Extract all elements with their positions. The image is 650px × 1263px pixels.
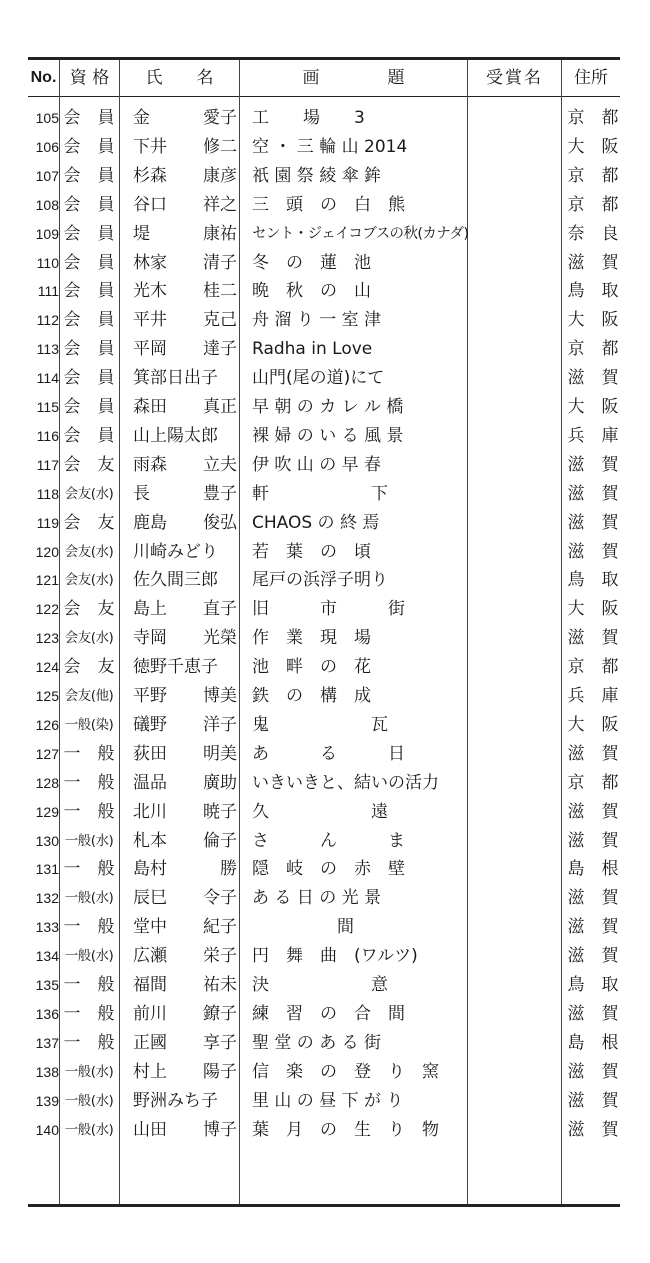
table-row — [0, 480, 650, 509]
table-row — [0, 538, 650, 567]
address: 滋 賀 — [567, 483, 619, 504]
surname: 島村 — [133, 859, 167, 880]
address: 滋 賀 — [567, 1003, 619, 1024]
address: 滋 賀 — [567, 830, 619, 851]
address: 京 都 — [567, 165, 619, 186]
surname: 光木 — [133, 281, 167, 302]
address: 滋 賀 — [567, 512, 619, 533]
surname: 福間 — [133, 975, 167, 995]
surname: 山上陽太郎 — [133, 425, 218, 446]
qualification: 会 友 — [63, 454, 115, 475]
artwork-title: あ る 日 の 光 景 — [252, 888, 382, 909]
table-top-rule — [28, 57, 620, 60]
given-name: 康彦 — [203, 165, 237, 186]
qualification: 一 般 — [63, 743, 115, 764]
table-row — [0, 277, 650, 306]
address: 島 根 — [567, 859, 619, 880]
entry-number: 107 — [35, 167, 59, 184]
entry-number: 106 — [35, 138, 59, 155]
given-name: 陽子 — [203, 1061, 237, 1082]
surname: 杉森 — [133, 165, 167, 186]
given-name: 直子 — [203, 599, 237, 620]
surname: 前川 — [133, 1003, 167, 1024]
surname: 島上 — [133, 599, 167, 620]
entry-number: 130 — [35, 832, 59, 849]
given-name: 洋子 — [203, 714, 237, 735]
surname: 札本 — [133, 830, 167, 851]
address: 滋 賀 — [567, 368, 619, 389]
surname: 村上 — [133, 1061, 167, 1082]
entry-number: 114 — [36, 370, 59, 387]
qualification: 一 般 — [63, 975, 115, 995]
qualification: 一 般 — [63, 801, 115, 822]
table-row — [0, 769, 650, 798]
entry-number: 110 — [36, 254, 59, 271]
entry-number: 113 — [36, 341, 59, 358]
artwork-title: 間 — [252, 917, 354, 938]
header-title: 画 題 — [302, 68, 405, 88]
address: 滋 賀 — [567, 252, 619, 273]
header-name: 氏 名 — [145, 68, 214, 88]
table-row — [0, 595, 650, 624]
table-row — [0, 422, 650, 451]
address: 滋 賀 — [567, 801, 619, 822]
artwork-title: 旧 市 街 — [252, 599, 405, 620]
surname: 平岡 — [133, 339, 167, 360]
header-bottom-rule — [28, 96, 620, 97]
entry-number: 138 — [35, 1063, 59, 1080]
artwork-title: 裸 婦 の い る 風 景 — [252, 425, 404, 446]
artwork-title: 作 業 現 場 — [252, 628, 371, 649]
surname: 北川 — [133, 801, 167, 822]
entry-number: 128 — [35, 774, 59, 791]
qualification: 会 友 — [63, 599, 115, 620]
table-row — [0, 133, 650, 162]
artwork-title: 鬼 瓦 — [252, 714, 388, 735]
table-row — [0, 682, 650, 711]
entry-number: 119 — [36, 514, 59, 531]
given-name: 祐未 — [203, 975, 237, 995]
address: 京 都 — [567, 772, 619, 793]
table-row — [0, 393, 650, 422]
entry-number: 133 — [35, 919, 59, 936]
address: 大 阪 — [567, 714, 619, 735]
artwork-title: 円 舞 曲 (ワルツ) — [252, 946, 418, 967]
artwork-title: 聖 堂 の あ る 街 — [252, 1032, 382, 1053]
artwork-title: あ る 日 — [252, 743, 405, 764]
qualification: 会 員 — [63, 310, 115, 331]
qualification: 一般(水) — [64, 948, 114, 965]
address: 奈 良 — [567, 223, 619, 244]
table-row — [0, 1000, 650, 1029]
artwork-title: 決 意 — [252, 975, 388, 995]
entry-number: 116 — [36, 427, 59, 444]
given-name: 廣助 — [203, 772, 237, 793]
surname: 堤 — [133, 223, 150, 244]
given-name: 達子 — [203, 339, 237, 360]
address: 大 阪 — [567, 397, 619, 417]
table-row — [0, 913, 650, 942]
entry-number: 120 — [35, 543, 59, 560]
artwork-title: 祇 園 祭 綾 傘 鉾 — [252, 165, 382, 186]
qualification: 会 員 — [63, 368, 115, 389]
given-name: 克己 — [203, 310, 237, 331]
table-row — [0, 971, 650, 1000]
address: 大 阪 — [567, 136, 619, 157]
table-row — [0, 798, 650, 827]
qualification: 一般(水) — [64, 1063, 114, 1080]
entry-number: 139 — [35, 1092, 59, 1109]
table-row — [0, 451, 650, 480]
given-name: 鐐子 — [203, 1003, 237, 1024]
artwork-title: 尾戸の浜浮子明り — [252, 570, 388, 591]
table-row — [0, 855, 650, 884]
qualification: 一般(染) — [64, 716, 114, 733]
surname: 辰巳 — [133, 888, 167, 909]
entry-number: 129 — [35, 803, 59, 820]
qualification: 一般(水) — [64, 890, 114, 907]
artwork-title: 冬 の 蓮 池 — [252, 252, 371, 273]
address: 兵 庫 — [567, 425, 619, 446]
artwork-title: CHAOS の 終 焉 — [252, 512, 380, 533]
given-name: 真正 — [203, 397, 237, 417]
table-row — [0, 653, 650, 682]
entry-number: 140 — [35, 1121, 59, 1138]
table-row — [0, 162, 650, 191]
table-row — [0, 1087, 650, 1116]
table-row — [0, 220, 650, 249]
given-name: 暁子 — [203, 801, 237, 822]
qualification: 一 般 — [63, 1032, 115, 1053]
qualification: 一 般 — [63, 1003, 115, 1024]
qualification: 会 員 — [63, 281, 115, 302]
header-no: No. — [30, 69, 57, 86]
artwork-title: Radha in Love — [252, 339, 373, 360]
entry-number: 136 — [35, 1005, 59, 1022]
given-name: 倫子 — [203, 830, 237, 851]
address: 滋 賀 — [567, 888, 619, 909]
table-row — [0, 827, 650, 856]
qualification: 会 員 — [63, 165, 115, 186]
table-row — [0, 1058, 650, 1087]
entry-number: 118 — [36, 485, 59, 502]
artwork-title: 久 遠 — [252, 801, 388, 822]
given-name: 栄子 — [203, 946, 237, 967]
table-row — [0, 740, 650, 769]
qualification: 会友(他) — [64, 688, 114, 704]
artwork-title: 山門(尾の道)にて — [252, 368, 385, 389]
artwork-title: 伊 吹 山 の 早 春 — [252, 454, 382, 475]
table-row — [0, 191, 650, 220]
entry-number: 112 — [36, 312, 59, 329]
artwork-title: 鉄 の 構 成 — [252, 686, 371, 706]
entry-number: 121 — [35, 572, 59, 589]
artwork-title: 練 習 の 合 間 — [252, 1003, 405, 1024]
address: 大 阪 — [567, 599, 619, 620]
surname: 佐久間三郎 — [133, 570, 218, 591]
surname: 正國 — [133, 1032, 167, 1053]
given-name: 博子 — [203, 1119, 237, 1140]
address: 鳥 取 — [567, 570, 619, 591]
artwork-title: 工 場 3 — [252, 108, 365, 128]
entry-number: 117 — [36, 456, 59, 473]
given-name: 康祐 — [203, 223, 237, 244]
entry-number: 134 — [35, 948, 59, 965]
table-row — [0, 1029, 650, 1058]
address: 滋 賀 — [567, 1090, 619, 1111]
entry-number: 109 — [35, 225, 59, 242]
header-address: 住所 — [574, 68, 608, 88]
entry-number: 105 — [35, 110, 59, 126]
surname: 野洲みち子 — [133, 1090, 218, 1111]
entry-number: 122 — [35, 601, 59, 618]
qualification: 会 友 — [63, 512, 115, 533]
qualification: 会友(水) — [64, 572, 114, 589]
entry-number: 125 — [35, 688, 59, 704]
address: 鳥 取 — [567, 281, 619, 302]
table-row — [0, 942, 650, 971]
entry-number: 135 — [35, 977, 59, 993]
qualification: 会友(水) — [64, 543, 114, 560]
header-qualification: 資 格 — [69, 68, 110, 88]
qualification: 一般(水) — [64, 1121, 114, 1138]
qualification: 会 員 — [63, 425, 115, 446]
qualification: 会 員 — [63, 194, 115, 215]
given-name: 清子 — [203, 252, 237, 273]
qualification: 一 般 — [63, 772, 115, 793]
surname: 川崎みどり — [133, 541, 218, 562]
table-row — [0, 364, 650, 393]
qualification: 会友(水) — [64, 485, 114, 502]
given-name: 修二 — [203, 136, 237, 157]
artwork-title: 三 頭 の 白 熊 — [252, 194, 405, 215]
surname: 山田 — [133, 1119, 167, 1140]
address: 鳥 取 — [567, 975, 619, 995]
entry-number: 131 — [35, 861, 59, 878]
artwork-title: 空 ・ 三 輪 山 2014 — [252, 136, 408, 157]
surname: 雨森 — [133, 454, 167, 475]
table-row — [0, 509, 650, 538]
address: 滋 賀 — [567, 1061, 619, 1082]
qualification: 一 般 — [63, 859, 115, 880]
surname: 金 — [133, 108, 150, 128]
surname: 徳野千恵子 — [133, 657, 218, 678]
artwork-title: 隠 岐 の 赤 壁 — [252, 859, 405, 880]
surname: 寺岡 — [133, 628, 167, 649]
address: 京 都 — [567, 194, 619, 215]
surname: 箕部日出子 — [133, 368, 218, 389]
address: 滋 賀 — [567, 946, 619, 967]
entry-number: 111 — [37, 283, 59, 300]
artwork-title: いきいきと、結いの活力 — [252, 772, 439, 793]
artwork-title: セント・ジェイコブスの秋(カナダ) — [252, 225, 469, 242]
address: 滋 賀 — [567, 541, 619, 562]
artwork-title: 早 朝 の カ レ ル 橋 — [252, 397, 404, 417]
entry-number: 127 — [35, 745, 59, 762]
surname: 長 — [133, 483, 150, 504]
surname: 林家 — [133, 252, 167, 273]
address: 京 都 — [567, 108, 619, 128]
entry-number: 108 — [35, 196, 59, 213]
artwork-title: 池 畔 の 花 — [252, 657, 371, 678]
entry-number: 137 — [35, 1034, 59, 1051]
surname: 礒野 — [133, 714, 167, 735]
table-row — [0, 884, 650, 913]
table-row — [0, 1116, 650, 1145]
artwork-title: 若 葉 の 頃 — [252, 541, 371, 562]
address: 滋 賀 — [567, 454, 619, 475]
given-name: 博美 — [203, 686, 237, 706]
address: 大 阪 — [567, 310, 619, 331]
qualification: 会 員 — [63, 136, 115, 157]
entry-number: 124 — [35, 659, 59, 676]
qualification: 会 員 — [63, 252, 115, 273]
qualification: 一般(水) — [64, 832, 114, 849]
qualification: 会友(水) — [64, 630, 114, 647]
address: 滋 賀 — [567, 743, 619, 764]
address: 京 都 — [567, 339, 619, 360]
address: 兵 庫 — [567, 686, 619, 706]
given-name: 明美 — [203, 743, 237, 764]
given-name: 光榮 — [203, 628, 237, 649]
table-row — [0, 711, 650, 740]
entry-number: 132 — [35, 890, 59, 907]
qualification: 会 員 — [63, 397, 115, 417]
surname: 荻田 — [133, 743, 167, 764]
surname: 森田 — [133, 397, 167, 417]
given-name: 愛子 — [203, 108, 237, 128]
surname: 平井 — [133, 310, 167, 331]
artwork-title: 里 山 の 昼 下 が り — [252, 1090, 404, 1111]
given-name: 紀子 — [203, 917, 237, 938]
address: 滋 賀 — [567, 917, 619, 938]
table-row — [0, 624, 650, 653]
table-bottom-rule — [28, 1204, 620, 1207]
qualification: 会 員 — [63, 339, 115, 360]
address: 滋 賀 — [567, 628, 619, 649]
given-name: 享子 — [203, 1032, 237, 1053]
surname: 下井 — [133, 136, 167, 157]
artwork-title: 晩 秋 の 山 — [252, 281, 371, 302]
surname: 温品 — [133, 772, 167, 793]
entry-number: 123 — [35, 630, 59, 647]
table-row — [0, 306, 650, 335]
surname: 鹿島 — [133, 512, 167, 533]
surname: 広瀬 — [133, 946, 167, 967]
qualification: 会 友 — [63, 657, 115, 678]
surname: 谷口 — [133, 194, 167, 215]
table-row — [0, 104, 650, 133]
entry-number: 126 — [35, 716, 59, 733]
address: 島 根 — [567, 1032, 619, 1053]
surname: 堂中 — [133, 917, 167, 938]
table-row — [0, 566, 650, 595]
qualification: 会 員 — [63, 108, 115, 128]
artwork-title: 舟 溜 り 一 室 津 — [252, 310, 382, 331]
surname: 平野 — [133, 686, 167, 706]
given-name: 立夫 — [203, 454, 237, 475]
artwork-title: 軒 下 — [252, 483, 388, 504]
address: 滋 賀 — [567, 1119, 619, 1140]
entry-number: 115 — [36, 399, 59, 415]
table-row — [0, 335, 650, 364]
given-name: 勝 — [220, 859, 237, 880]
qualification: 会 員 — [63, 223, 115, 244]
given-name: 祥之 — [203, 194, 237, 215]
given-name: 令子 — [203, 888, 237, 909]
table-row — [0, 249, 650, 278]
qualification: 一 般 — [63, 917, 115, 938]
given-name: 桂二 — [203, 281, 237, 302]
given-name: 豊子 — [203, 483, 237, 504]
address: 京 都 — [567, 657, 619, 678]
artwork-title: さ ん ま — [252, 830, 405, 851]
artwork-title: 葉 月 の 生 り 物 — [252, 1119, 439, 1140]
header-award: 受賞名 — [486, 68, 543, 88]
qualification: 一般(水) — [64, 1092, 114, 1109]
artwork-title: 信 楽 の 登 り 窯 — [252, 1061, 439, 1082]
given-name: 俊弘 — [203, 512, 237, 533]
